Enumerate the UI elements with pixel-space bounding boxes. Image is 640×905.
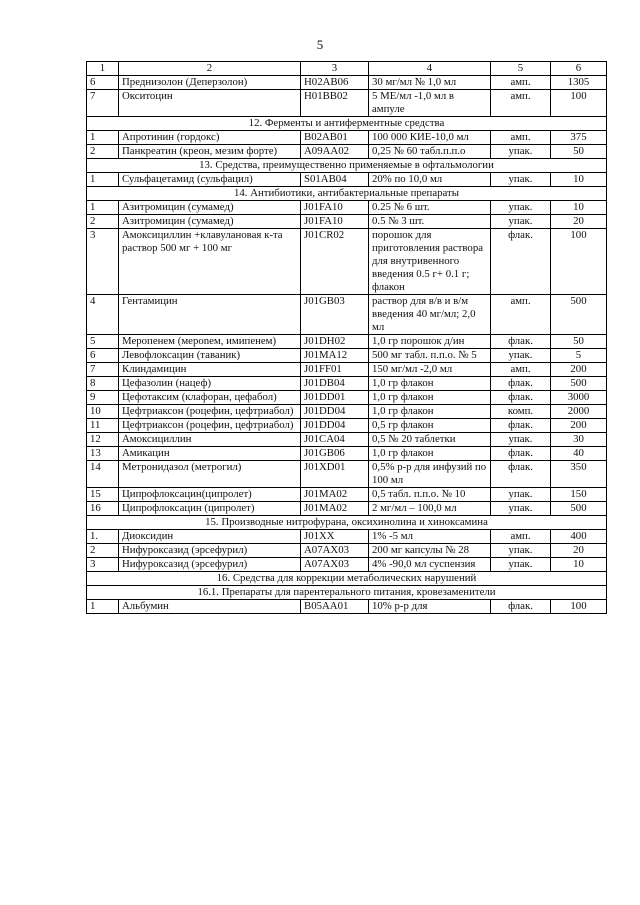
- section-heading-row: [87, 516, 607, 530]
- table-row: [87, 405, 607, 419]
- row-number: 4: [87, 295, 119, 335]
- atc-code: H01BB02: [301, 90, 369, 117]
- section-heading: 16. Средства для коррекции метаболических нарушений: [87, 572, 607, 586]
- drug-name: Апротинин (гордокс): [119, 131, 301, 145]
- quantity: 350: [551, 461, 607, 488]
- atc-code: J01DD01: [301, 391, 369, 405]
- quantity: 375: [551, 131, 607, 145]
- drug-name: Азитромицин (сумамед): [119, 201, 301, 215]
- table-row: [87, 229, 607, 295]
- dosage-form: порошок для приготовления раствора для внутривенного введения 0.5 г+ 0.1 г; флакон: [369, 229, 491, 295]
- dosage-form: 4% -90,0 мл суспензия: [369, 558, 491, 572]
- table-row: [87, 335, 607, 349]
- atc-code: S01AB04: [301, 173, 369, 187]
- row-number: 5: [87, 335, 119, 349]
- unit: флак.: [491, 600, 551, 614]
- column-number-header: 1: [87, 62, 119, 76]
- quantity: 100: [551, 229, 607, 295]
- quantity: 150: [551, 488, 607, 502]
- atc-code: J01DH02: [301, 335, 369, 349]
- atc-code: B02AB01: [301, 131, 369, 145]
- unit: упак.: [491, 502, 551, 516]
- quantity: 5: [551, 349, 607, 363]
- quantity: 200: [551, 419, 607, 433]
- dosage-form: 30 мг/мл № 1,0 мл: [369, 76, 491, 90]
- table-row: [87, 363, 607, 377]
- quantity: 500: [551, 377, 607, 391]
- quantity: 50: [551, 145, 607, 159]
- dosage-form: 1,0 гр флакон: [369, 405, 491, 419]
- drug-name: Амикацин: [119, 447, 301, 461]
- row-number: 6: [87, 349, 119, 363]
- column-number-header: 3: [301, 62, 369, 76]
- row-number: 1: [87, 201, 119, 215]
- dosage-form: 1,0 гр порошок д/ин: [369, 335, 491, 349]
- dosage-form: 100 000 КИЕ-10,0 мл: [369, 131, 491, 145]
- dosage-form: 0,5% р-р для инфузий по 100 мл: [369, 461, 491, 488]
- table-row: [87, 461, 607, 488]
- drug-name: Левофлоксацин (таваник): [119, 349, 301, 363]
- quantity: 1305: [551, 76, 607, 90]
- unit: флак.: [491, 447, 551, 461]
- quantity: 2000: [551, 405, 607, 419]
- unit: флак.: [491, 461, 551, 488]
- quantity: 10: [551, 201, 607, 215]
- table-row: [87, 419, 607, 433]
- quantity: 10: [551, 558, 607, 572]
- row-number: 9: [87, 391, 119, 405]
- dosage-form: 200 мг капсулы № 28: [369, 544, 491, 558]
- atc-code: A07AX03: [301, 558, 369, 572]
- dosage-form: 0,5 № 20 таблетки: [369, 433, 491, 447]
- drug-name: Цефотаксим (клафоран, цефабол): [119, 391, 301, 405]
- unit: флак.: [491, 419, 551, 433]
- unit: упак.: [491, 488, 551, 502]
- atc-code: J01XX: [301, 530, 369, 544]
- quantity: 50: [551, 335, 607, 349]
- section-heading: 14. Антибиотики, антибактериальные препараты: [87, 187, 607, 201]
- drug-name: Диоксидин: [119, 530, 301, 544]
- quantity: 10: [551, 173, 607, 187]
- column-number-header: 4: [369, 62, 491, 76]
- row-number: 8: [87, 377, 119, 391]
- atc-code: J01CA04: [301, 433, 369, 447]
- drug-name: Альбумин: [119, 600, 301, 614]
- unit: флак.: [491, 391, 551, 405]
- section-heading: 15. Производные нитрофурана, оксихинолина и хиноксамина: [87, 516, 607, 530]
- drug-name: Цефтриаксон (роцефин, цефтриабол): [119, 419, 301, 433]
- quantity: 500: [551, 295, 607, 335]
- quantity: 30: [551, 433, 607, 447]
- section-heading-row: [87, 117, 607, 131]
- unit: упак.: [491, 173, 551, 187]
- row-number: 13: [87, 447, 119, 461]
- table-row: [87, 530, 607, 544]
- atc-code: J01GB03: [301, 295, 369, 335]
- atc-code: J01FF01: [301, 363, 369, 377]
- unit: упак.: [491, 201, 551, 215]
- drug-name: Нифуроксазид (эрсефурил): [119, 544, 301, 558]
- unit: амп.: [491, 76, 551, 90]
- atc-code: H02AB06: [301, 76, 369, 90]
- table-row: [87, 145, 607, 159]
- unit: упак.: [491, 558, 551, 572]
- section-heading-row: [87, 187, 607, 201]
- drug-name: Амоксициллин +клавулановая к-та раствор 500 мг + 100 мг: [119, 229, 301, 295]
- section-heading: 13. Средства, преимущественно применяемые в офтальмологии: [87, 159, 607, 173]
- atc-code: J01DB04: [301, 377, 369, 391]
- page-number: 5: [316, 37, 324, 52]
- quantity: 400: [551, 530, 607, 544]
- dosage-form: 20% по 10,0 мл: [369, 173, 491, 187]
- row-number: 1: [87, 173, 119, 187]
- row-number: 2: [87, 145, 119, 159]
- dosage-form: 0,5 гр флакон: [369, 419, 491, 433]
- atc-code: J01MA12: [301, 349, 369, 363]
- table-row: [87, 215, 607, 229]
- row-number: 7: [87, 363, 119, 377]
- dosage-form: 500 мг табл. п.п.о. № 5: [369, 349, 491, 363]
- drug-name: Меропенем (мероnем, имипенем): [119, 335, 301, 349]
- drug-name: Амоксициллин: [119, 433, 301, 447]
- medicines-table: [86, 61, 607, 614]
- drug-name: Цефазолин (нацеф): [119, 377, 301, 391]
- section-heading-row: [87, 572, 607, 586]
- table-row: [87, 90, 607, 117]
- dosage-form: 1,0 гр флакон: [369, 391, 491, 405]
- table-row: [87, 391, 607, 405]
- drug-name: Сульфацетамид (сульфацил): [119, 173, 301, 187]
- atc-code: J01GB06: [301, 447, 369, 461]
- dosage-form: 0,25 № 60 табл.п.п.о: [369, 145, 491, 159]
- atc-code: J01MA02: [301, 488, 369, 502]
- table-row: [87, 173, 607, 187]
- unit: упак.: [491, 544, 551, 558]
- unit: комп.: [491, 405, 551, 419]
- atc-code: J01CR02: [301, 229, 369, 295]
- drug-name: Окситоцин: [119, 90, 301, 117]
- atc-code: A09AA02: [301, 145, 369, 159]
- table-row: [87, 544, 607, 558]
- drug-name: Ципрофлоксацин(ципролет): [119, 488, 301, 502]
- atc-code: J01DD04: [301, 405, 369, 419]
- atc-code: J01XD01: [301, 461, 369, 488]
- drug-name: Клиндамицин: [119, 363, 301, 377]
- row-number: 3: [87, 558, 119, 572]
- drug-name: Нифуроксазид (эрсефурил): [119, 558, 301, 572]
- table-row: [87, 447, 607, 461]
- dosage-form: 1% -5 мл: [369, 530, 491, 544]
- column-number-header: 5: [491, 62, 551, 76]
- drug-name: Цефтриаксон (роцефин, цефтриабол): [119, 405, 301, 419]
- row-number: 12: [87, 433, 119, 447]
- section-heading: 16.1. Препараты для парентерального питания, кровезаменители: [87, 586, 607, 600]
- row-number: 1: [87, 600, 119, 614]
- table-row: [87, 76, 607, 90]
- table-row: [87, 131, 607, 145]
- atc-code: A07AX03: [301, 544, 369, 558]
- drug-name: Панкреатин (креон, мезим форте): [119, 145, 301, 159]
- dosage-form: 0.5 № 3 шт.: [369, 215, 491, 229]
- table-header-row: [87, 62, 607, 76]
- row-number: 7: [87, 90, 119, 117]
- unit: упак.: [491, 215, 551, 229]
- dosage-form: 1,0 гр флакон: [369, 377, 491, 391]
- drug-name: Ципрофлоксацин (ципролет): [119, 502, 301, 516]
- dosage-form: 1,0 гр флакон: [369, 447, 491, 461]
- table-row: [87, 600, 607, 614]
- drug-name: Метронидазол (метрогил): [119, 461, 301, 488]
- row-number: 1: [87, 131, 119, 145]
- unit: флак.: [491, 335, 551, 349]
- drug-name: Гентамицин: [119, 295, 301, 335]
- unit: амп.: [491, 131, 551, 145]
- unit: флак.: [491, 377, 551, 391]
- table-row: [87, 558, 607, 572]
- dosage-form: 150 мг/мл -2,0 мл: [369, 363, 491, 377]
- dosage-form: раствор для в/в и в/м введения 40 мг/мл; 2,0 мл: [369, 295, 491, 335]
- unit: упак.: [491, 433, 551, 447]
- drug-name: Азитромицин (сумамед): [119, 215, 301, 229]
- table-row: [87, 201, 607, 215]
- drug-name: Преднизолон (Деперзолон): [119, 76, 301, 90]
- row-number: 16: [87, 502, 119, 516]
- quantity: 40: [551, 447, 607, 461]
- atc-code: J01FA10: [301, 201, 369, 215]
- unit: амп.: [491, 363, 551, 377]
- atc-code: J01FA10: [301, 215, 369, 229]
- table-row: [87, 295, 607, 335]
- quantity: 20: [551, 215, 607, 229]
- row-number: 10: [87, 405, 119, 419]
- row-number: 6: [87, 76, 119, 90]
- quantity: 20: [551, 544, 607, 558]
- section-heading-row: [87, 586, 607, 600]
- table-row: [87, 502, 607, 516]
- table-row: [87, 433, 607, 447]
- column-number-header: 6: [551, 62, 607, 76]
- unit: амп.: [491, 295, 551, 335]
- atc-code: B05AA01: [301, 600, 369, 614]
- unit: флак.: [491, 229, 551, 295]
- dosage-form: 5 МЕ/мл -1,0 мл в ампуле: [369, 90, 491, 117]
- quantity: 500: [551, 502, 607, 516]
- atc-code: J01DD04: [301, 419, 369, 433]
- quantity: 3000: [551, 391, 607, 405]
- atc-code: J01MA02: [301, 502, 369, 516]
- unit: упак.: [491, 349, 551, 363]
- table-row: [87, 488, 607, 502]
- quantity: 100: [551, 90, 607, 117]
- row-number: 14: [87, 461, 119, 488]
- table-row: [87, 377, 607, 391]
- column-number-header: 2: [119, 62, 301, 76]
- dosage-form: 0,5 табл. п.п.о. № 10: [369, 488, 491, 502]
- unit: амп.: [491, 530, 551, 544]
- row-number: 1.: [87, 530, 119, 544]
- quantity: 200: [551, 363, 607, 377]
- unit: упак.: [491, 145, 551, 159]
- dosage-form: 10% р-р для: [369, 600, 491, 614]
- table-row: [87, 349, 607, 363]
- section-heading: 12. Ферменты и антиферментные средства: [87, 117, 607, 131]
- row-number: 3: [87, 229, 119, 295]
- row-number: 11: [87, 419, 119, 433]
- quantity: 100: [551, 600, 607, 614]
- dosage-form: 2 мг/мл – 100,0 мл: [369, 502, 491, 516]
- dosage-form: 0.25 № 6 шт.: [369, 201, 491, 215]
- row-number: 15: [87, 488, 119, 502]
- row-number: 2: [87, 215, 119, 229]
- unit: амп.: [491, 90, 551, 117]
- section-heading-row: [87, 159, 607, 173]
- row-number: 2: [87, 544, 119, 558]
